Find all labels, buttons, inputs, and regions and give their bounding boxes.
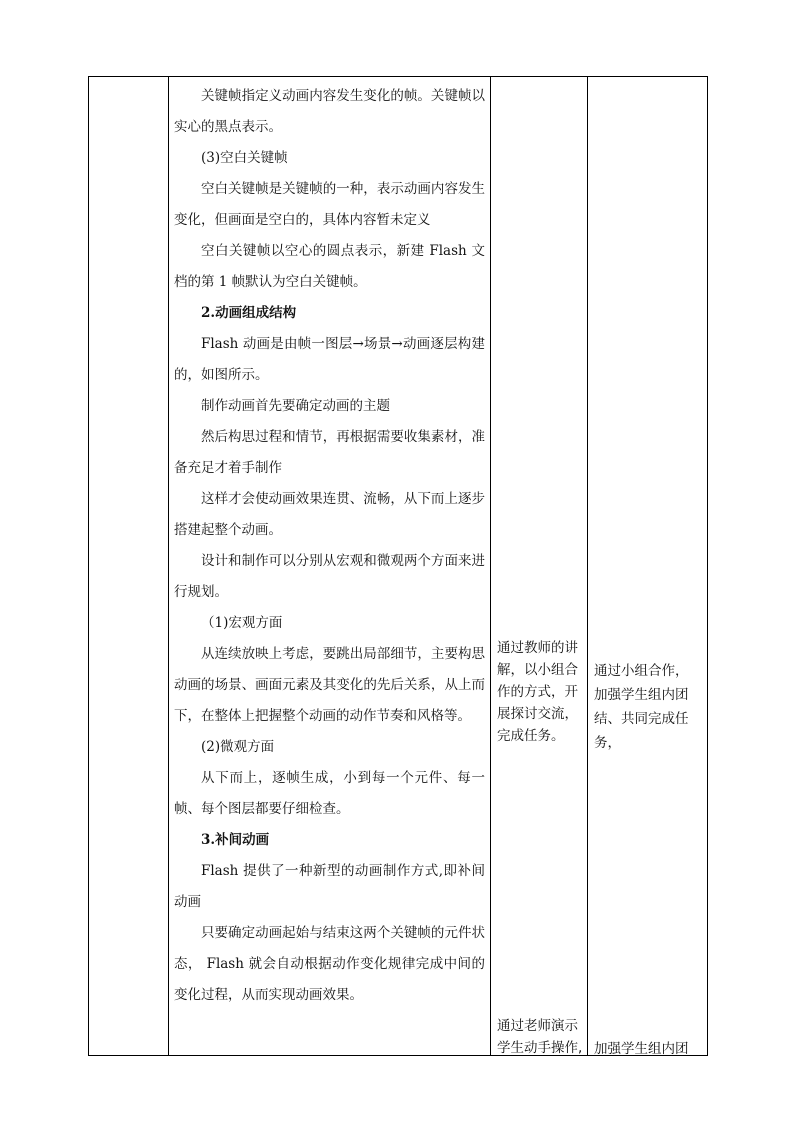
- section-heading: 2.动画组成结构: [201, 305, 297, 321]
- teacher-activity-cell: [491, 77, 588, 1056]
- teacher-note: 通过老师演示学生动手操作,: [497, 1018, 583, 1056]
- paragraph: 这样才会使动画效果连贯、流畅，从下而上逐步搭建起整个动画。: [174, 491, 485, 538]
- paragraph: 只要确定动画起始与结束这两个关键帧的元件状态， Flash 就会自动根据动作变化规律完成中间的变化过程，从而实现动画效果。: [174, 925, 485, 1003]
- paragraph: 然后构思过程和情节，再根据需要收集素材，准备充足才着手制作: [174, 429, 485, 476]
- section-heading: 3.补间动画: [201, 832, 270, 848]
- paragraph: 从下而上，逐帧生成，小到每一个元件、每一帧、每个图层都要仔细检查。: [174, 770, 485, 817]
- table-row: [89, 77, 708, 1056]
- paragraph: 空白关键帧以空心的圆点表示，新建 Flash 文档的第 1 帧默认为空白关键帧。: [174, 243, 485, 290]
- content-text: [169, 77, 490, 1011]
- paragraph: Flash 提供了一种新型的动画制作方式,即补间动画: [174, 863, 485, 910]
- paragraph: 设计和制作可以分别从宏观和微观两个方面来进行规划。: [174, 553, 485, 600]
- teacher-note: 通过教师的讲解，以小组合作的方式，开展探讨交流，完成任务。: [497, 640, 578, 744]
- stage-cell: [89, 77, 169, 1056]
- subheading: (2)微观方面: [201, 739, 275, 755]
- subheading: (3)空白关键帧: [201, 150, 288, 166]
- paragraph: 制作动画首先要确定动画的主题: [201, 398, 390, 414]
- paragraph: 空白关键帧是关键帧的一种，表示动画内容发生变化，但画面是空白的，具体内容暂未定义: [174, 181, 485, 228]
- paragraph: 从连续放映上考虑，要跳出局部细节，主要构思动画的场景、画面元素及其变化的先后关系，从上而下，在整体上把握整个动画的动作节奏和风格等。: [174, 646, 485, 724]
- intent-note: 通过小组合作，加强学生组内团结、共同完成任务，: [594, 663, 689, 751]
- intent-note: 加强学生组内团: [594, 1041, 689, 1057]
- subheading: （1)宏观方面: [201, 615, 283, 631]
- paragraph: Flash 动画是由帧一图层→场景→动画逐层构建的，如图所示。: [174, 336, 485, 383]
- content-cell: [169, 77, 491, 1056]
- design-intent-cell: [588, 77, 708, 1056]
- lesson-plan-table: [88, 76, 708, 1056]
- paragraph: 关键帧指定义动画内容发生变化的帧。关键帧以实心的黑点表示。: [174, 88, 485, 135]
